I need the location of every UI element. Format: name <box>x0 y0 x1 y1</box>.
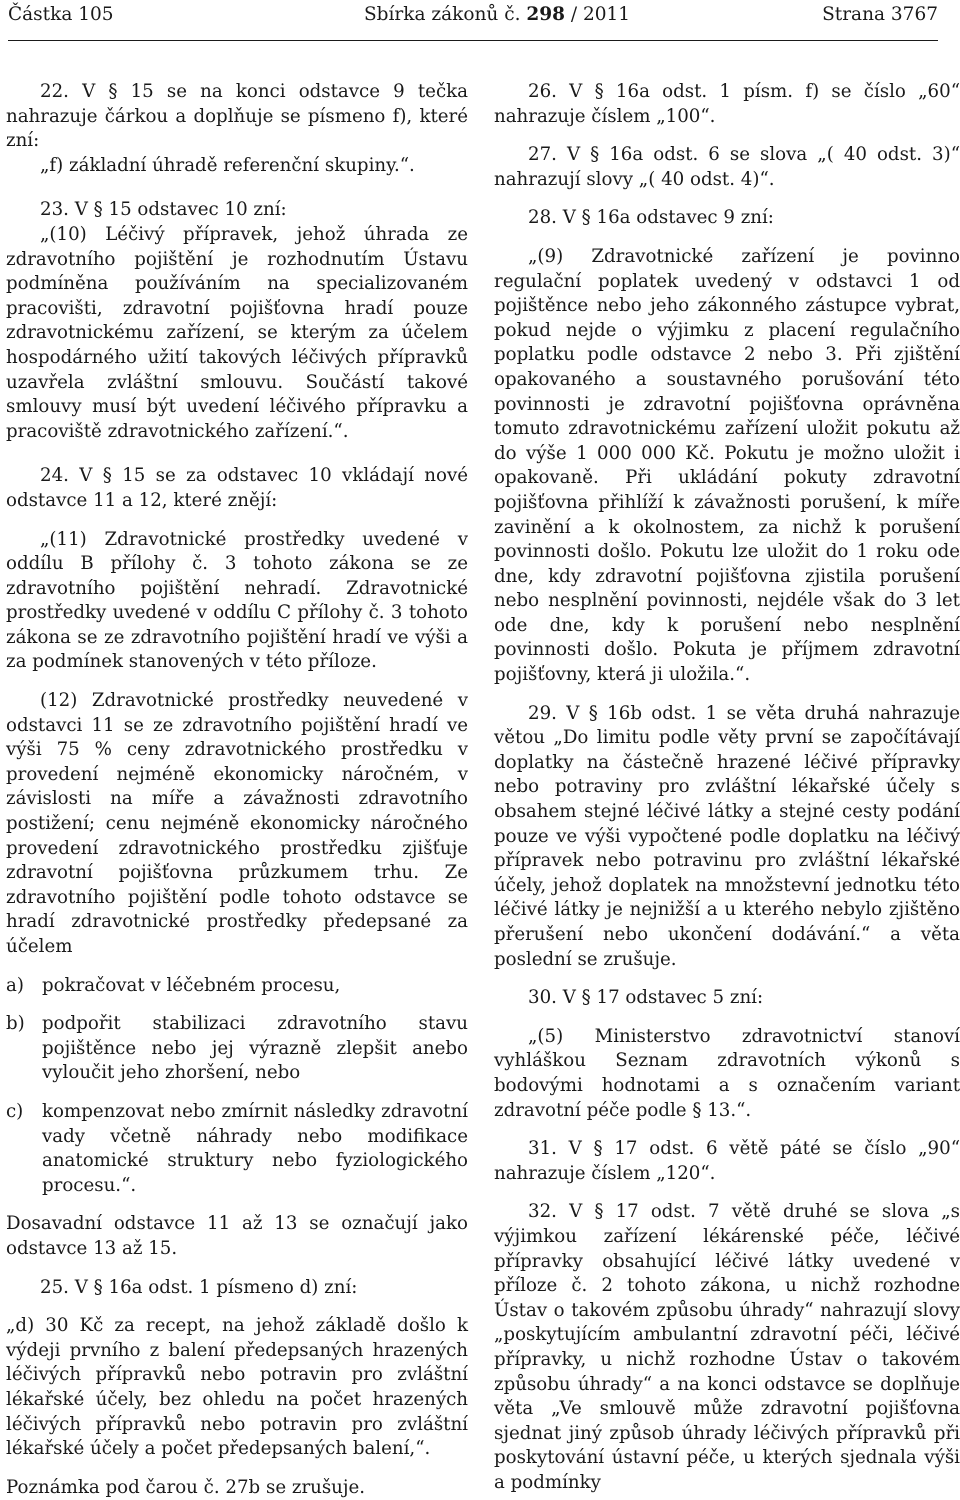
item-24: 24. V § 15 se za odstavec 10 vkládají nové odstavce 11 a 12, které znějí: <box>6 465 468 511</box>
item-31: 31. V § 17 odst. 6 větě páté se číslo „90“ nahrazuje číslem „120“. <box>494 1138 960 1184</box>
item-28-quote: „(9) Zdravotnické zařízení je povinno regulační poplatek uvedený v odstavci 1 od pojištěnce nebo jeho zákonného zástupce vybrat, pokud nejde o výjimku z placení regulačního poplatku podle odstavce 2 nebo 3. Při zjištění opakovaného a soustavného porušování této povinnosti je zdravotní pojišťovna oprávněna tomuto zdravotnickému zařízení uložit pokutu až do výše 1 000 000 Kč. Pokutu je možno uložit i opakovaně. Při ukládání pokuty zdravotní pojišťovna přihlíží k závažnosti porušení, k míře zavinění a k okolnostem, za nichž k porušení povinnosti došlo. Pokutu lze uložit do 1 roku ode dne, kdy zdravotní pojišťovna zjistila porušení nebo nesplnění povinnosti, nejdéle však do 3 let ode dne, kdy k porušení nebo nesplnění povinnosti došlo. Pokuta je příjmem zdravotní pojišťovny, která ji uložila.“. <box>494 245 960 686</box>
item-32: 32. V § 17 odst. 7 větě druhé se slova „s výjimkou zařízení lékárenské péče, léčivé přípravky obsahující léčivé látky uvedené v příloze č. 2 tohoto zákona, u nichž rozhodne Ústav o takovém způsobu úhrady“ nahrazují slovy „poskytujícím ambulantní zdravotní péči, léčivé přípravky, u nichž rozhodne Ústav o takovém způsobu úhrady“ a na konci odstavce se doplňuje věta „Ve smlouvě může zdravotní pojišťovna sjednat jiný způsob úhrady léčivých přípravků při poskytování ústavní péče, u kterých sjednala výši a podmínky <box>494 1201 960 1493</box>
list-text: kompenzovat nebo zmírnit následky zdravotní vady včetně náhrady nebo modifikace anatomické struktury nebo fyziologického procesu.“. <box>42 1100 468 1196</box>
item-22-quote: „f) základní úhradě referenční skupiny.“. <box>40 154 415 176</box>
item-23: 23. V § 15 odstavec 10 zní: <box>40 199 287 221</box>
header-divider <box>8 40 938 41</box>
list-text: podpořit stabilizaci zdravotního stavu pojištěnce nebo jej výrazně zlepšit anebo vyloučit jeho zhoršení, nebo <box>42 1013 468 1084</box>
item-23-quote-b: Součástí takové smlouvy musí být uvedení léčivého přípravku a pracoviště zdravotnického zařízení.“. <box>6 371 468 442</box>
item-26: 26. V § 16a odst. 1 písm. f) se číslo „60“ nahrazuje číslem „100“. <box>494 81 960 127</box>
item-30: 30. V § 17 odstavec 5 zní: <box>528 987 764 1009</box>
renumbering-note: Dosavadní odstavce 11 až 13 se označují jako odstavce 13 až 15. <box>6 1213 468 1259</box>
left-column <box>6 80 468 1500</box>
item-23-quote-a: „(10) Léčivý přípravek, jehož úhrada ze zdravotního pojištění je rozhodnutím Ústavu podmíněna používáním na specializovaném pracovišti, zdravotní pojišťovna hradí pouze zdravotnickému zařízení, se kterým za účelem hospodárného užití takových léčivých přípravků uzavřela zvláštní smlouvu. <box>6 223 468 393</box>
header-part: Částka 105 <box>8 4 114 25</box>
item-22: 22. V § 15 se na konci odstavce 9 tečka nahrazuje čárkou a doplňuje se písmeno f), které zní: <box>6 81 468 152</box>
right-column <box>494 80 960 1495</box>
header-law-number: 298 <box>526 4 565 25</box>
header-collection-label: Sbírka zákonů č. <box>364 4 521 25</box>
item-28: 28. V § 16a odstavec 9 zní: <box>528 207 774 229</box>
item-27: 27. V § 16a odst. 6 se slova „( 40 odst. 3)“ nahrazují slovy „( 40 odst. 4)“. <box>494 144 960 190</box>
item-25: 25. V § 16a odst. 1 písmeno d) zní: <box>40 1276 358 1298</box>
footnote-note: Poznámka pod čarou č. 27b se zrušuje. <box>6 1476 366 1498</box>
item-24-paragraph-11: „(11) Zdravotnické prostředky uvedené v oddílu B přílohy č. 3 tohoto zákona se ze zdravotního pojištění nehradí. Zdravotnické prostředky uvedené v oddílu C přílohy č. 3 tohoto zákona se ze zdravotního pojištění hradí ve výši a za podmínek stanovených v této příloze. <box>6 528 468 673</box>
list-marker: b) <box>6 1013 25 1035</box>
header-law-year: / 2011 <box>565 4 631 25</box>
header-collection <box>364 4 630 26</box>
item-29: 29. V § 16b odst. 1 se věta druhá nahrazuje větou „Do limitu podle věty první se započítávají doplatky na částečně hrazené léčivé přípravky nebo potraviny pro zvláštní lékařské účely s obsahem stejné léčivé látky a stejné cesty podání pouze ve výši vypočtené podle doplatku na léčivý přípravek nebo potravinu pro zvláštní lékařské účely, jehož doplatek na množstevní jednotku této léčivé látky je nejnižší a u kterého nebylo zjištěno přerušení nebo ukončení dodávání.“ a věta poslední se zrušuje. <box>494 702 960 970</box>
item-30-quote: „(5) Ministerstvo zdravotnictví stanoví vyhláškou Seznam zdravotních výkonů s bodovými hodnotami a s označením variant zdravotní péče podle § 13.“. <box>494 1025 960 1121</box>
list-text: pokračovat v léčebném procesu, <box>42 974 341 996</box>
list-marker: c) <box>6 1100 24 1122</box>
item-23-quote <box>6 223 468 444</box>
item-25-quote: „d) 30 Kč za recept, na jehož základě došlo k výdeji prvního z balení předepsaných hrazených léčivých přípravků nebo potravin pro zvláštní lékařské účely, bez ohledu na počet hrazených léčivých přípravků nebo potravin pro zvláštní lékařské účely a počet předepsaných balení,“. <box>6 1315 468 1460</box>
list-marker: a) <box>6 974 24 996</box>
header-page: Strana 3767 <box>822 4 938 25</box>
list-item-b <box>6 1012 468 1086</box>
page-header <box>8 4 938 26</box>
item-24-paragraph-12: (12) Zdravotnické prostředky neuvedené v odstavci 11 se ze zdravotního pojištění hradí ve výši 75 % ceny zdravotnického prostředku v provedení nejméně ekonomicky náročném, v závislosti na míře a závažnosti zdravotního postižení; cenu nejméně ekonomicky náročného provedení zdravotnického prostředku zjišťuje zdravotní pojišťovna průzkumem trhu. Ze zdravotního pojištění podle tohoto odstavce se hradí zdravotnické prostředky předepsané za účelem <box>6 690 468 957</box>
list-item-c <box>6 1100 468 1198</box>
list-item-a <box>6 974 468 999</box>
